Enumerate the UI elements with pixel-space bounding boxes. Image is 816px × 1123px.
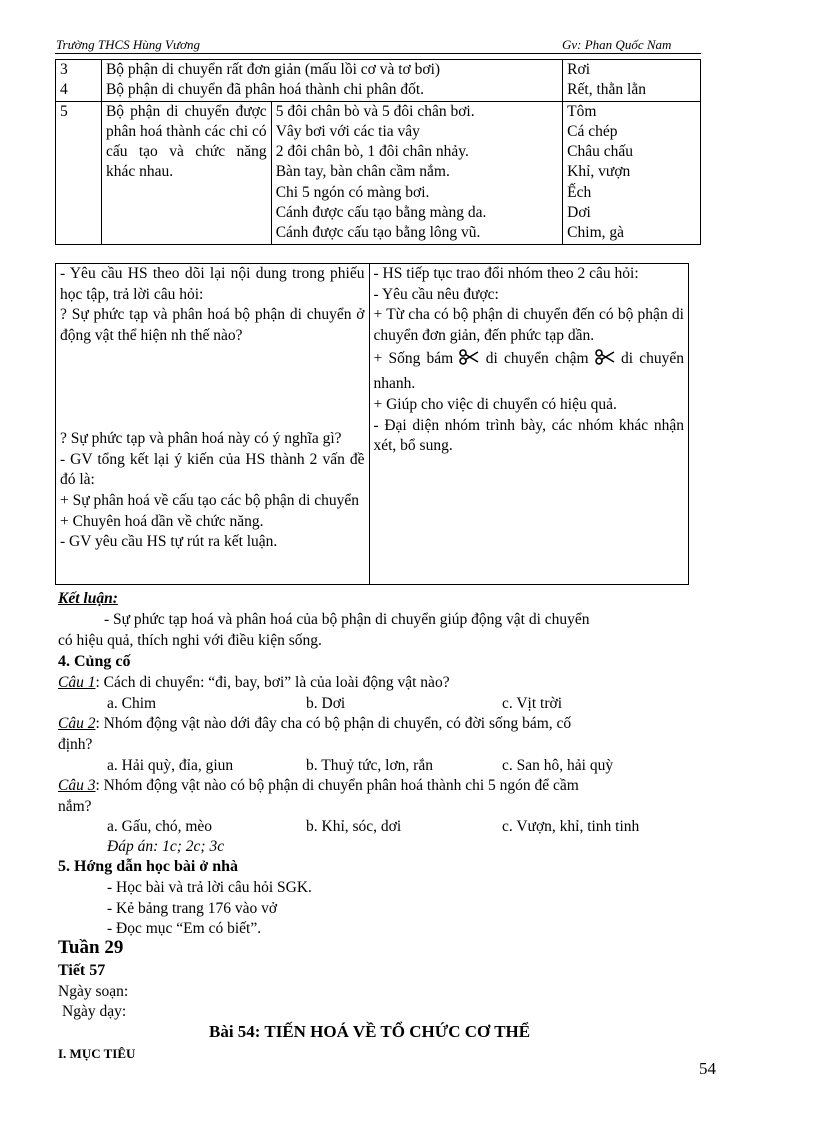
movement-table (55, 59, 701, 245)
page-number: 54 (699, 1059, 716, 1078)
student-line (374, 347, 685, 395)
row-number: 3 (60, 61, 68, 78)
header-rule (55, 53, 701, 54)
section-5-title: 5. Hớng dẫn học bài ở nhà (58, 858, 238, 875)
animal-line: Châu chấu (567, 143, 634, 161)
student-fragment: di chuyển chậm (485, 349, 589, 367)
scissors-icon (595, 349, 615, 372)
objective-heading: I. MỤC TIÊU (58, 1046, 136, 1061)
question-text: : Nhóm động vật nào dới đây cha có bộ phận di chuyển, có đời sống bám, cố (95, 715, 572, 732)
student-line: - Yêu cầu nêu được: (373, 285, 499, 303)
option-a: a. Gấu, chó, mèo (107, 818, 213, 835)
question-2 (58, 715, 571, 733)
week-title: Tuần 29 (58, 937, 124, 958)
section-4-title: 4. Củng cố (58, 653, 131, 670)
animal-line: Tôm (567, 102, 597, 120)
detail-line: Vây bơi với các tia vây (275, 122, 420, 140)
detail-line: Bàn tay, bàn chân cầm nắm. (275, 163, 450, 181)
student-line: - Đại diện nhóm trình bày, các nhóm khác nhận xét, bổ sung. (373, 416, 684, 455)
option-b: b. Khỉ, sóc, dơi (306, 818, 402, 835)
lesson-title (209, 1022, 530, 1042)
homework-item: - Học bài và trả lời câu hỏi SGK. (107, 879, 312, 896)
teacher-activity (56, 264, 370, 585)
conclusion-title: Kết luận: (58, 590, 118, 607)
teacher-line: + Chuyên hoá dần về chức năng. (60, 512, 264, 530)
lesson-name: TIẾN HOÁ VỀ TỔ CHỨC CƠ THỂ (264, 1022, 531, 1041)
option-a: a. Chim (107, 695, 157, 712)
header-teacher: Gv: Phan Quốc Nam (562, 37, 672, 52)
detail-line: Cánh được cấu tạo bằng màng da. (275, 204, 487, 222)
student-line: + Từ cha có bộ phận di chuyển đến có bộ phận di chuyển đơn giản, đến phức tạp dần. (373, 306, 684, 345)
student-fragment: di chuyển nhanh. (373, 349, 684, 392)
activity-table (55, 263, 689, 585)
teacher-line: - GV yêu cầu HS tự rút ra kết luận. (60, 533, 278, 551)
period-title: Tiết 57 (58, 962, 106, 979)
detail-line: 2 đôi chân bò, 1 đôi chân nhảy. (275, 143, 469, 161)
teacher-line: - Yêu cầu HS theo dõi lại nội dung trong phiếu học tập, trả lời câu hỏi: (60, 265, 365, 303)
row-number: 4 (60, 81, 68, 99)
scissors-icon (459, 349, 479, 372)
question-label: Câu 2 (58, 715, 96, 732)
row-animal: Rết, thằn lằn (567, 81, 646, 99)
option-c: c. San hô, hải quỳ (502, 757, 614, 774)
row-number: 5 (56, 101, 102, 244)
question-3 (58, 777, 579, 795)
conclusion-text: - Sự phức tạp hoá và phân hoá của bộ phận di chuyển giúp động vật di chuyển (104, 611, 590, 628)
question-label: Câu 1 (58, 674, 96, 691)
animal-line: Dơi (567, 204, 591, 222)
question-text-cont: nắm? (58, 798, 92, 815)
question-text: : Cách di chuyển: “đi, bay, bơi” là của loài động vật nào? (95, 674, 450, 691)
table-row (56, 264, 689, 585)
detail-line: 5 đôi chân bò và 5 đôi chân bơi. (275, 102, 475, 120)
lesson-prefix: Bài 54: (209, 1022, 261, 1041)
table-row (56, 101, 701, 244)
option-b: b. Dơi (306, 695, 346, 712)
homework-item: - Đọc mục “Em có biết”. (107, 920, 262, 937)
homework-item: - Kẻ bảng trang 176 vào vở (107, 900, 278, 917)
option-b: b. Thuỷ tức, lơn, rắn (306, 757, 433, 774)
row-animal: Rơi (567, 61, 591, 78)
detail-line: Chi 5 ngón có màng bơi. (275, 183, 430, 201)
row-description: Bộ phận di chuyển được phân hoá thành các chi có cấu tạo và chức năng khác nhau. (101, 101, 271, 244)
animal-line: Ếch (567, 183, 592, 201)
conclusion-text: có hiệu quả, thích nghi với điều kiện sống. (58, 632, 322, 649)
student-activity (369, 264, 689, 585)
teacher-line: + Sự phân hoá về cấu tạo các bộ phận di chuyển (60, 491, 360, 509)
student-line: + Giúp cho việc di chuyển có hiệu quả. (373, 395, 617, 413)
animal-line: Khỉ, vượn (567, 163, 631, 181)
prepared-date: Ngày soạn: (58, 983, 129, 1000)
taught-date: Ngày dạy: (62, 1003, 127, 1020)
option-c: c. Vịt trời (502, 695, 563, 712)
detail-line: Cánh được cấu tạo bằng lông vũ. (275, 224, 481, 242)
student-line: - HS tiếp tục trao đổi nhóm theo 2 câu hỏi: (373, 265, 639, 282)
animal-line: Chim, gà (567, 224, 625, 242)
table-row (56, 60, 701, 102)
question-text: : Nhóm động vật nào có bộ phận di chuyển phân hoá thành chi 5 ngón để cầm (95, 777, 579, 794)
teacher-line: ? Sự phức tạp và phân hoá bộ phận di chuyển ở động vật thể hiện nh thế nào? (60, 306, 365, 345)
answer-key: Đáp án: 1c; 2c; 3c (107, 838, 225, 855)
teacher-line: - GV tổng kết lại ý kiến của HS thành 2 vấn đề đó là: (60, 450, 365, 489)
row-description: Bộ phận di chuyển rất đơn giản (mấu lồi cơ và tơ bơi) (105, 61, 441, 78)
question-1 (58, 674, 450, 692)
question-text-cont: định? (58, 736, 93, 753)
teacher-line: ? Sự phức tạp và phân hoá này có ý nghĩa gì? (60, 429, 342, 447)
option-c: c. Vượn, khỉ, tinh tinh (502, 818, 640, 835)
spacer (60, 347, 365, 429)
option-a: a. Hải quỳ, đỉa, giun (107, 757, 234, 774)
row-description: Bộ phận di chuyển đã phân hoá thành chi phân đốt. (105, 81, 425, 99)
student-fragment: + Sống bám (373, 349, 454, 367)
header-school: Trường THCS Hùng Vương (56, 37, 200, 52)
animal-line: Cá chép (567, 122, 618, 140)
question-label: Câu 3 (58, 777, 96, 794)
